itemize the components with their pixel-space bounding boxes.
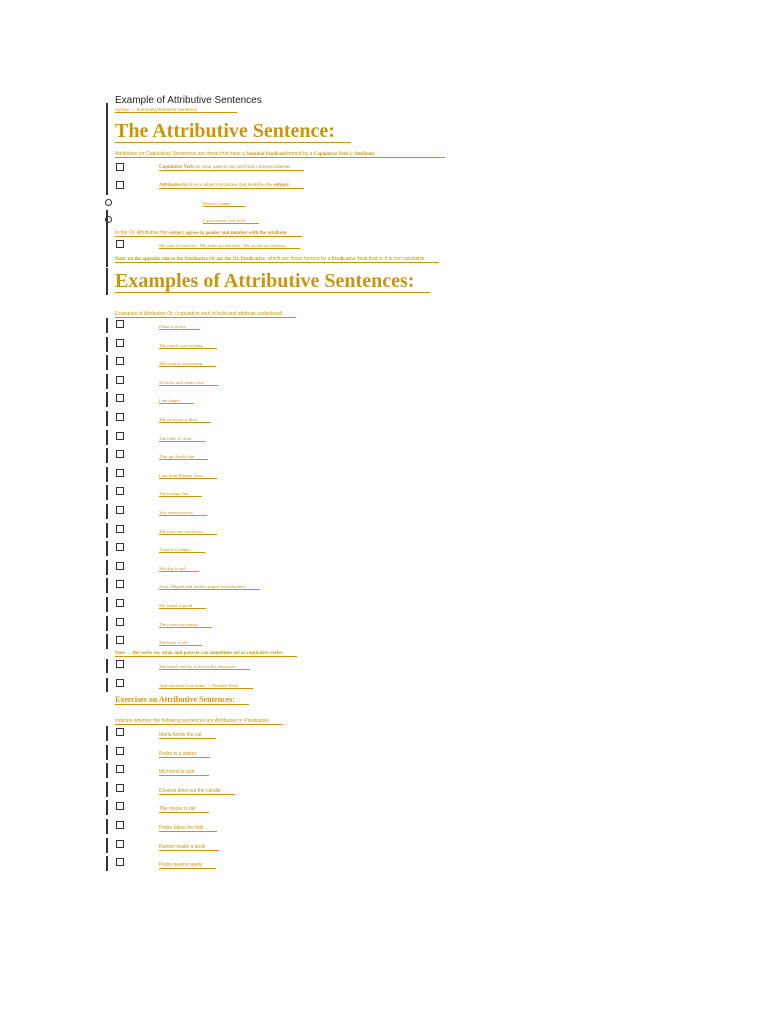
term-attribute: attribute xyxy=(267,231,287,236)
margin-rule xyxy=(106,430,108,445)
section-title xyxy=(115,270,430,293)
exercise-item-text: Pedro is a waiter xyxy=(159,751,210,758)
bullet-box xyxy=(116,376,124,384)
example-item[interactable] xyxy=(203,218,259,223)
intro-paragraph[interactable] xyxy=(115,718,283,724)
exercise-item[interactable] xyxy=(159,806,209,812)
bullet-box xyxy=(116,765,124,773)
margin-rule xyxy=(106,578,108,593)
example-item[interactable] xyxy=(159,361,216,366)
exercise-item-text: Pedro seems ready xyxy=(159,862,216,869)
example-text: Maria is happy xyxy=(203,201,245,207)
bullet-box xyxy=(116,240,124,248)
intro-text: y xyxy=(350,151,353,157)
margin-rule xyxy=(106,392,108,407)
exercise-item-text: The house is tall xyxy=(159,806,209,813)
example-text: Juan returned from home → Perdone Pérez xyxy=(159,683,253,689)
example-item-text: The book is old xyxy=(159,640,202,646)
list-item[interactable] xyxy=(159,683,253,688)
margin-rule xyxy=(106,819,108,834)
breadcrumb-link[interactable]: Syntax → SummaryAttributive Sentence xyxy=(115,107,237,113)
example-item-text: The tests are conclusive xyxy=(159,529,217,535)
example-item-text: You seem nervous xyxy=(159,510,207,516)
example-item-text: The work is exhausting xyxy=(159,361,216,367)
bullet-box xyxy=(116,357,124,365)
bullet-circle xyxy=(105,199,112,206)
exercise-item[interactable] xyxy=(159,825,217,831)
exercise-item[interactable] xyxy=(159,769,209,775)
term-subject: subject xyxy=(273,183,289,188)
example-item-text: My friend is good xyxy=(159,603,206,609)
example-item[interactable] xyxy=(159,380,218,385)
bullet-box xyxy=(116,339,124,347)
exercise-item[interactable] xyxy=(159,751,210,757)
intro-text: Indicate whether the following sentences are Attributive or Predicative xyxy=(115,718,283,725)
example-item[interactable] xyxy=(159,343,217,348)
margin-rule xyxy=(106,616,108,631)
example-item-text: Elena is pretty xyxy=(159,324,200,330)
note-text: , which are those formed by a xyxy=(264,256,331,262)
term-attribute: Attribute xyxy=(159,183,179,188)
margin-rule xyxy=(106,560,108,575)
example-item-text: My dog is sad xyxy=(159,566,199,572)
example-item[interactable] xyxy=(159,529,217,534)
exercise-item-text: Dolores blew out the candle xyxy=(159,788,235,795)
bullet-box xyxy=(116,432,124,440)
note-text: Note: on the opposite side to the Attributive Or are the xyxy=(115,257,232,262)
bullet-box xyxy=(116,525,124,533)
exercise-item[interactable] xyxy=(159,732,216,738)
bullet-box xyxy=(116,181,124,189)
example-item-text: The room was messy xyxy=(159,622,212,628)
rule-text: agrees in gender and number with the xyxy=(185,231,267,236)
bullet-box xyxy=(116,562,124,570)
term-copulative-verb: Copulative Verb xyxy=(313,152,349,157)
example-item[interactable] xyxy=(159,454,208,459)
example-item-text: The furniture is dirty xyxy=(159,417,211,423)
bullet-box xyxy=(116,747,124,755)
margin-rule xyxy=(106,634,108,649)
intro-text: formed by a xyxy=(285,151,313,157)
example-item-text: That girl looks thin xyxy=(159,454,208,460)
example-item-text: I am from Buenos Aires xyxy=(159,473,217,479)
exercise-item-text: My friend is sick xyxy=(159,769,209,776)
example-item[interactable] xyxy=(159,640,202,645)
example-item-text: Arnaldo is happy xyxy=(159,547,205,553)
bullet-box xyxy=(116,679,124,687)
margin-rule xyxy=(106,485,108,500)
margin-rule xyxy=(106,504,108,519)
example-item[interactable] xyxy=(159,547,205,552)
margin-rule xyxy=(106,268,108,295)
term-copulative-verb: Copulative Verb xyxy=(159,165,194,170)
exercise-item[interactable] xyxy=(159,788,235,794)
term-subject: subject xyxy=(168,231,184,236)
example-item[interactable] xyxy=(159,603,206,608)
bullet-box xyxy=(116,784,124,792)
bullet-box xyxy=(116,840,124,848)
margin-rule xyxy=(106,523,108,538)
bullet-box xyxy=(116,858,124,866)
example-item[interactable] xyxy=(159,398,194,403)
section-title-text: Examples of Attributive Sentences: xyxy=(115,270,430,293)
bullet-box xyxy=(116,580,124,588)
margin-rule xyxy=(106,467,108,482)
exercise-item-text: Maria feeds the cat xyxy=(159,732,216,739)
intro-paragraph[interactable] xyxy=(115,151,445,157)
bullet-box xyxy=(116,636,124,644)
bullet-box xyxy=(116,413,124,421)
margin-rule xyxy=(106,838,108,853)
example-text: Lucas seems very tired xyxy=(203,218,259,224)
document-title: Example of Attributive Sentences xyxy=(115,95,262,106)
item-text: . xyxy=(288,183,291,188)
example-item-text: I am happy xyxy=(159,398,194,404)
margin-rule xyxy=(106,659,108,673)
exercises-title[interactable] xyxy=(115,695,249,704)
example-item-text: What he said seems true xyxy=(159,380,218,386)
bullet-box xyxy=(116,660,124,668)
example-item[interactable] xyxy=(203,201,245,206)
example-text: My aunt is a teacher / My aunts are teachers / My uncles are teachers xyxy=(159,243,300,249)
example-item-text: Jesus, Miguel and Andrés appear overwhelmed xyxy=(159,584,260,590)
bullet-box xyxy=(116,320,124,328)
note-text: Note → the verbs ser, estar, and parecer can sometimes act as copulative verbs: xyxy=(115,651,297,657)
margin-rule xyxy=(106,541,108,556)
example-item[interactable] xyxy=(159,491,202,496)
bullet-box xyxy=(116,469,124,477)
term-predicative-verb: Predicative Verb xyxy=(331,257,368,262)
example-item[interactable] xyxy=(159,417,211,422)
margin-rule xyxy=(106,763,108,778)
bullet-box xyxy=(116,450,124,458)
list-item[interactable] xyxy=(159,183,304,188)
example-item-text: The boring chat xyxy=(159,491,202,497)
bullet-circle xyxy=(105,216,112,223)
margin-rule xyxy=(106,597,108,612)
intro-text: Attributive (or Copulative) Sentences are those that have a xyxy=(115,151,245,157)
item-text: adjective or adjectival phrase that modifies the xyxy=(179,183,273,188)
example-item-text: The match was exciting xyxy=(159,343,217,349)
margin-rule xyxy=(106,448,108,463)
section-title xyxy=(115,120,351,143)
exercises-title-text: Exercises on Attributive Sentences: xyxy=(115,695,249,705)
exercise-item[interactable] xyxy=(159,844,219,850)
margin-rule xyxy=(106,374,108,389)
note-text: that is, it is not copulative xyxy=(368,256,425,262)
bullet-box xyxy=(116,487,124,495)
list-item[interactable] xyxy=(159,165,304,170)
item-text: ser estar parecer sus perífrasis correspondientes xyxy=(195,165,291,170)
rule-text: . xyxy=(286,230,288,236)
bullet-box xyxy=(116,821,124,829)
margin-rule xyxy=(106,745,108,760)
bullet-box xyxy=(116,618,124,626)
intro-text: Examples of Attributive Or. (copulative verb in bold and attribute underlined) xyxy=(115,311,296,318)
margin-rule xyxy=(106,337,108,352)
example-item[interactable] xyxy=(159,473,217,478)
list-item[interactable] xyxy=(159,664,250,669)
margin-rule xyxy=(106,103,108,195)
bullet-box xyxy=(116,394,124,402)
margin-rule xyxy=(106,318,108,333)
bullet-box xyxy=(116,802,124,810)
section-title-text: The Attributive Sentence: xyxy=(115,120,351,143)
example-item[interactable] xyxy=(159,436,205,441)
term-nominal-predicate: Nominal Predicate xyxy=(246,152,286,157)
example-item[interactable] xyxy=(159,584,260,589)
note-paragraph[interactable] xyxy=(115,256,439,262)
breadcrumb[interactable] xyxy=(115,107,237,112)
example-item[interactable] xyxy=(159,510,207,515)
margin-rule xyxy=(106,800,108,815)
bullet-box xyxy=(116,163,124,171)
term-attribute: Attribute xyxy=(353,152,374,157)
list-item[interactable] xyxy=(159,243,300,248)
example-item[interactable] xyxy=(159,566,199,571)
bullet-box xyxy=(116,599,124,607)
intro-paragraph[interactable] xyxy=(115,311,296,317)
example-item-text: The table is clean xyxy=(159,436,205,442)
term-predicative: Or. Predicative xyxy=(232,257,265,262)
bullet-box xyxy=(116,506,124,514)
bullet-box xyxy=(116,543,124,551)
margin-rule xyxy=(106,782,108,797)
margin-rule xyxy=(106,411,108,426)
example-item[interactable] xyxy=(159,622,212,627)
margin-rule xyxy=(106,726,108,741)
exercise-item-text: Pedro takes the ball xyxy=(159,825,217,832)
rule-text: In the Or. Attributive the xyxy=(115,230,168,236)
intro-text: : xyxy=(373,151,376,157)
margin-rule xyxy=(106,678,108,692)
margin-rule xyxy=(106,856,108,871)
example-text: The match will be at five in the afternoon. xyxy=(159,664,250,670)
agreement-rule[interactable] xyxy=(115,230,302,236)
note-paragraph[interactable] xyxy=(115,651,297,656)
example-item[interactable] xyxy=(159,324,200,329)
bullet-box xyxy=(116,728,124,736)
margin-rule xyxy=(106,355,108,370)
exercise-item[interactable] xyxy=(159,862,216,868)
exercise-item-text: Ramon reads a book xyxy=(159,844,219,851)
